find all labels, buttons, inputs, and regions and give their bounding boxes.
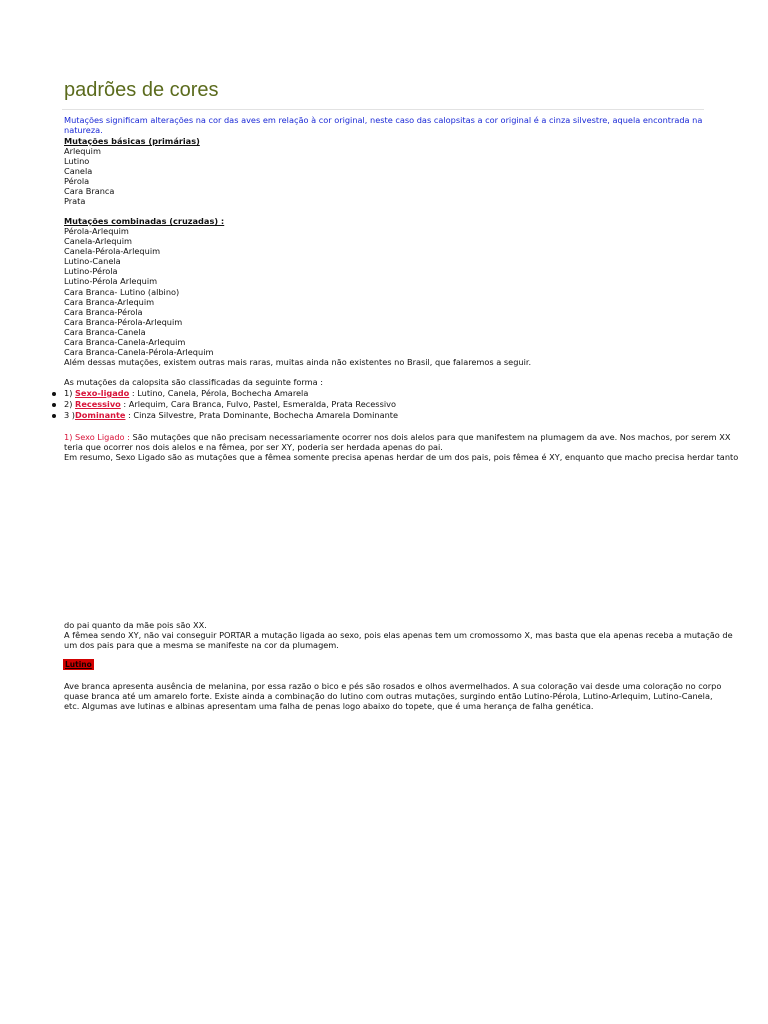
recessivo-link[interactable]: Recessivo — [75, 399, 121, 409]
list-item: Pérola — [64, 176, 90, 187]
sexo-ligado-line-2: teria que ocorrer nos dois alelos e na fêmea, por ser XY, poderia ser herdada apenas do pai. — [64, 442, 443, 452]
list-item: Pérola-Arlequim — [64, 226, 129, 236]
basic-mutations-list — [64, 146, 114, 207]
list-item: Lutino — [64, 156, 90, 167]
rare-mutations-note: Além dessas mutações, existem outras mais raras, muitas ainda não existentes no Brasil, que falaremos a seguir. — [64, 357, 532, 367]
list-item: Lutino-Pérola — [64, 266, 118, 277]
combined-mutations-heading: Mutações combinadas (cruzadas) : — [64, 216, 225, 226]
lutino-heading-badge: Lutino — [65, 660, 92, 669]
bullet-icon — [52, 392, 56, 396]
list-item: Cara Branca-Canela — [64, 326, 146, 337]
lutino-line-3: etc. Algumas ave lutinas e albinas apresentam uma falha de penas logo abaixo do topete, que é uma herança de falha genética. — [64, 701, 594, 711]
sexo-ligado-line-3: Em resumo, Sexo Ligado são as mutações que a fêmea somente precisa apenas herdar de um dos pais, pois fêmea é XY, enquanto que macho precisa herdar tanto — [64, 452, 739, 462]
intro-paragraph: Mutações significam alterações na cor das aves em relação à cor original, neste caso das calopsitas a cor original é a cinza silvestre, aquela encontrada na natureza. — [64, 115, 703, 136]
list-item: Prata — [64, 196, 86, 207]
list-item: Cara Branca-Pérola-Arlequim — [64, 316, 183, 327]
bullet-icon — [52, 414, 56, 418]
list-item: Canela-Pérola-Arlequim — [64, 246, 161, 257]
list-item: Lutino-Pérola Arlequim — [64, 276, 158, 287]
sexo-ligado-line-6: um dos pais para que a mesma se manifeste na cor da plumagem. — [64, 640, 339, 650]
list-item — [52, 388, 398, 399]
item-number: 2) — [64, 399, 76, 409]
sexo-ligado-label: 1) Sexo Ligado : — [64, 432, 130, 442]
list-item — [52, 399, 398, 410]
sexo-ligado-line-1 — [64, 432, 730, 442]
sexo-ligado-line-5: A fêmea sendo XY, não vai conseguir PORTAR a mutação ligada ao sexo, pois elas apenas tem um cromossomo X, mas basta que ela apenas receba a mutação de — [64, 630, 733, 640]
bullet-icon — [52, 403, 56, 407]
item-text: : Arlequim, Cara Branca, Fulvo, Pastel, Esmeralda, Prata Recessivo — [120, 399, 396, 409]
classification-intro: As mutações da calopsita são classificadas da seguinte forma : — [64, 377, 324, 387]
page-title: padrões de cores — [64, 79, 219, 101]
lutino-line-1: Ave branca apresenta ausência de melanina, por essa razão o bico e pés são rosados e olhos avermelhados. A sua coloração vai desde uma coloração no corpo — [64, 681, 722, 691]
list-item: Cara Branca-Arlequim — [64, 296, 155, 307]
item-text: : Lutino, Canela, Pérola, Bochecha Amarela — [129, 388, 309, 398]
sexo-ligado-line-4: do pai quanto da mãe pois são XX. — [64, 620, 207, 630]
lutino-line-2: quase branca até um amarelo forte. Existe ainda a combinação do lutino com outras mutações, surgindo então Lutino-Pérola, Lutino-Arlequim, Lutino-Canela, — [64, 691, 713, 701]
list-item: Canela — [64, 166, 93, 177]
list-item: Cara Branca-Canela-Pérola-Arlequim — [64, 347, 214, 358]
classification-list — [52, 388, 398, 421]
list-item: Cara Branca-Canela-Arlequim — [64, 337, 186, 348]
sexo-ligado-text: São mutações que não precisam necessariamente ocorrer nos dois alelos para que manifestem na plumagem da ave. Nos machos, por serem XX — [129, 432, 731, 442]
title-divider — [62, 109, 704, 110]
sexo-ligado-link[interactable]: Sexo-ligado — [75, 388, 130, 398]
list-item: Cara Branca-Pérola — [64, 306, 143, 317]
list-item: Lutino-Canela — [64, 256, 121, 267]
list-item: Cara Branca — [64, 186, 115, 197]
combined-mutations-list — [64, 226, 213, 357]
item-number: 1) — [64, 388, 76, 398]
list-item — [52, 410, 398, 421]
item-text: : Cinza Silvestre, Prata Dominante, Bochecha Amarela Dominante — [125, 410, 399, 420]
list-item: Canela-Arlequim — [64, 236, 132, 247]
item-number: 3 ) — [64, 410, 76, 420]
list-item: Arlequim — [64, 146, 101, 156]
basic-mutations-heading: Mutações básicas (primárias) — [64, 136, 200, 146]
dominante-link[interactable]: Dominante — [75, 410, 126, 420]
list-item: Cara Branca- Lutino (albino) — [64, 286, 180, 297]
